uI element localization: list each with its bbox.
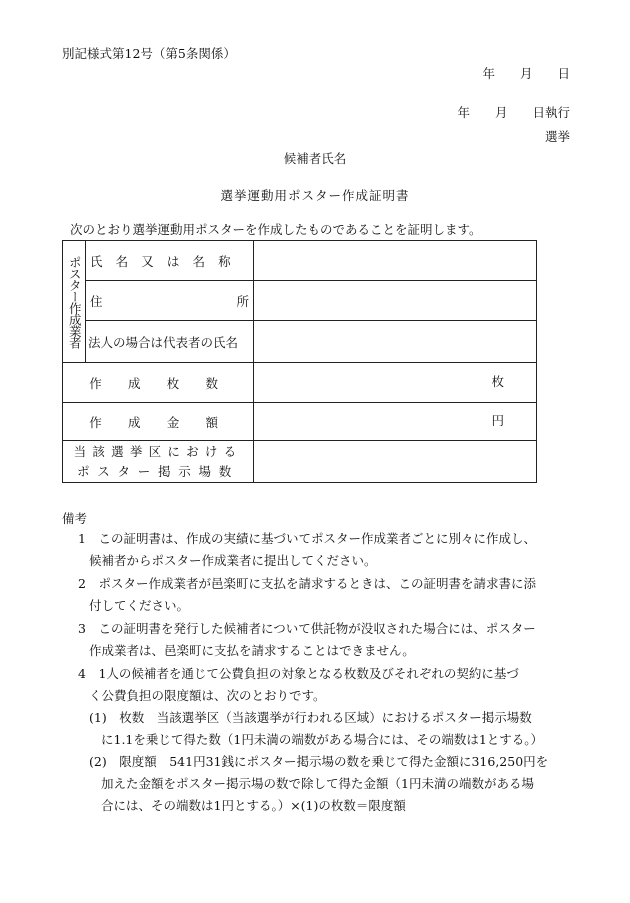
count-label-cell <box>63 363 254 403</box>
page-title: 選挙運動用ポスター作成証明書 <box>220 188 410 203</box>
election-label: 選挙 <box>544 129 570 144</box>
maker-label: ポスター作成業者 <box>67 255 83 348</box>
candidate-name-label: 候補者氏名 <box>283 151 347 166</box>
form-id: 別記様式第12号（第5条関係） <box>62 46 236 61</box>
amount-label-cell <box>63 403 254 441</box>
name-value-cell[interactable] <box>254 241 537 281</box>
intro-text: 次のとおり選挙運動用ポスターを作成したものであることを証明します。 <box>70 222 482 237</box>
count-label: 作成枚数 <box>89 375 245 391</box>
address-label-1: 住 <box>90 293 103 309</box>
note-1-line-1: 1 この証明書は、作成の実績に基づいてポスター作成業者ごとに別々に作成し、 <box>78 531 536 546</box>
name-label-text: 氏名又は名称 <box>90 253 244 269</box>
address-label-2: 所 <box>236 293 249 309</box>
note-3-line-2: 作成業者は、邑楽町に支払を請求することはできません。 <box>89 643 415 658</box>
notes-heading: 備考 <box>62 511 88 526</box>
boards-label-2: ポスター掲示場数 <box>76 463 239 479</box>
boards-label-1: 当該選挙区における <box>73 443 243 459</box>
name-label-cell <box>86 241 254 281</box>
boards-value-cell[interactable] <box>254 441 537 483</box>
boards-label-cell <box>63 441 254 483</box>
sub-1-line-2: に1.1を乗じて得た数（1円未満の端数がある場合には、その端数は1とする。） <box>101 732 544 747</box>
count-value-cell[interactable] <box>254 363 537 403</box>
rep-label-cell <box>86 321 254 363</box>
note-2-line-1: 2 ポスター作成業者が邑楽町に支払を請求するときは、この証明書を請求書に添 <box>78 576 536 591</box>
certificate-table <box>62 240 537 483</box>
maker-label-cell <box>63 241 86 363</box>
count-unit: 枚 <box>491 374 504 389</box>
rep-value-cell[interactable] <box>254 321 537 363</box>
note-4-line-1: 4 1人の候補者を通じて公費負担の対象となる枚数及びそれぞれの契約に基づ <box>78 666 519 681</box>
note-3-line-1: 3 この証明書を発行した候補者について供託物が没収された場合には、ポスター <box>78 621 536 636</box>
note-4-line-2: く公費負担の限度額は、次のとおりです。 <box>89 688 326 703</box>
name-label <box>86 252 253 270</box>
sub-2-line-3: 合には、その端数は1円とする。）×(1)の枚数＝限度額 <box>101 798 406 813</box>
note-1-line-2: 候補者からポスター作成業者に提出してください。 <box>89 553 377 568</box>
sub-1-line-1: (1) 枚数 当該選挙区（当該選挙が行われる区域）におけるポスター掲示場数 <box>89 710 532 725</box>
amount-value-cell[interactable] <box>254 403 537 441</box>
execution-date: 年 月 日執行 <box>457 105 570 120</box>
rep-label: 法人の場合は代表者の氏名 <box>88 334 239 350</box>
amount-unit: 円 <box>491 413 504 428</box>
sub-2-line-2: 加えた金額をポスター掲示場の数で除して得た金額（1円未満の端数がある場 <box>101 776 534 791</box>
address-label <box>86 292 253 310</box>
sub-2-line-1: (2) 限度額 541円31銭にポスター掲示場の数を乗じて得た金額に316,250円を <box>89 754 549 769</box>
address-value-cell[interactable] <box>254 281 537 321</box>
note-2-line-2: 付してください。 <box>89 598 190 613</box>
amount-label: 作成金額 <box>89 414 245 430</box>
date-line: 年 月 日 <box>482 66 570 81</box>
address-label-cell <box>86 281 254 321</box>
